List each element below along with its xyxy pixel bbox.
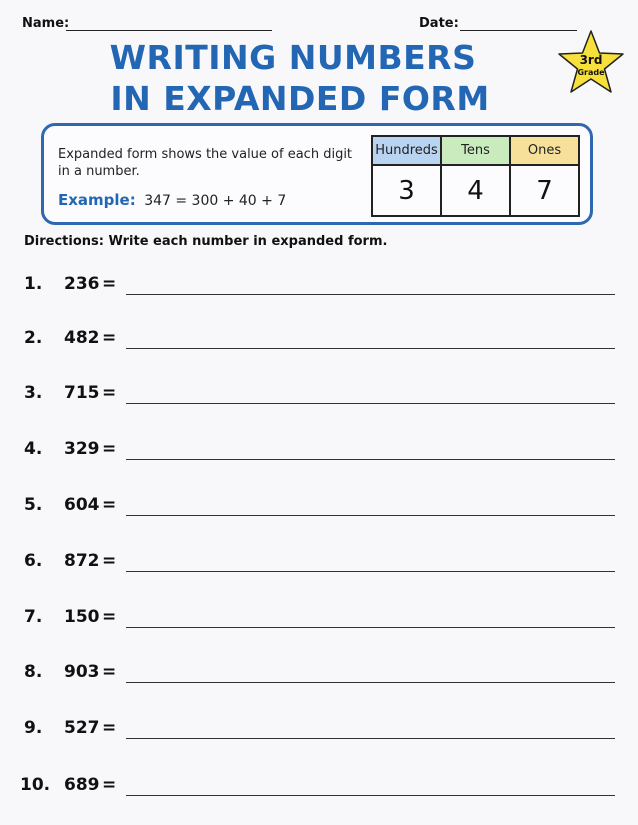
problem-row [0, 495, 638, 525]
answer-line[interactable] [126, 682, 615, 683]
equals-sign: = [102, 439, 117, 459]
problem-number: 5. [24, 495, 43, 515]
info-box [41, 123, 593, 225]
date-label: Date: [419, 16, 459, 31]
problem-value: 150 [64, 607, 100, 627]
equals-sign: = [102, 383, 117, 403]
equals-sign: = [102, 551, 117, 571]
equals-sign: = [102, 718, 117, 738]
problem-number: 2. [24, 328, 43, 348]
equals-sign: = [102, 775, 117, 795]
example-equation: 347 = 300 + 40 + 7 [144, 193, 287, 209]
grade-star-badge [556, 29, 626, 95]
problem-row [0, 551, 638, 581]
place-value-table [371, 135, 580, 217]
problem-value: 527 [64, 718, 100, 738]
problem-value: 329 [64, 439, 100, 459]
problem-value: 236 [64, 274, 100, 294]
problem-row [0, 607, 638, 637]
problem-row [0, 718, 638, 748]
page-title-line1: WRITING NUMBERS [109, 38, 477, 77]
answer-line[interactable] [126, 294, 615, 295]
equals-sign: = [102, 328, 117, 348]
problem-number: 6. [24, 551, 43, 571]
problem-row [0, 383, 638, 413]
directions: Directions: Write each number in expanded form. [24, 234, 388, 249]
problem-value: 604 [64, 495, 100, 515]
problem-number: 1. [24, 274, 43, 294]
problem-number: 7. [24, 607, 43, 627]
equals-sign: = [102, 662, 117, 682]
header-tens: Tens [441, 136, 510, 165]
answer-line[interactable] [126, 403, 615, 404]
answer-line[interactable] [126, 795, 615, 796]
answer-line[interactable] [126, 738, 615, 739]
equals-sign: = [102, 274, 117, 294]
badge-grade-number: 3rd [579, 53, 603, 67]
equals-sign: = [102, 495, 117, 515]
problem-row [0, 439, 638, 469]
badge-grade-label: Grade [577, 68, 605, 77]
problem-value: 872 [64, 551, 100, 571]
problem-row [0, 274, 638, 304]
example [58, 191, 286, 209]
problem-number: 4. [24, 439, 43, 459]
digit-hundreds: 3 [372, 165, 441, 216]
equals-sign: = [102, 607, 117, 627]
digit-tens: 4 [441, 165, 510, 216]
answer-line[interactable] [126, 348, 615, 349]
problem-number: 9. [24, 718, 43, 738]
name-field-line[interactable] [66, 30, 272, 31]
answer-line[interactable] [126, 515, 615, 516]
problem-value: 689 [64, 775, 100, 795]
example-label: Example: [58, 191, 136, 209]
problem-row [0, 662, 638, 692]
problem-number: 3. [24, 383, 43, 403]
info-text: Expanded form shows the value of each digit in a number. [58, 147, 353, 179]
page-title-line2: IN EXPANDED FORM [110, 79, 490, 118]
problem-value: 482 [64, 328, 100, 348]
answer-line[interactable] [126, 627, 615, 628]
problem-row [0, 775, 638, 805]
header-ones: Ones [510, 136, 579, 165]
digit-ones: 7 [510, 165, 579, 216]
problem-row [0, 328, 638, 358]
header-hundreds: Hundreds [372, 136, 441, 165]
answer-line[interactable] [126, 459, 615, 460]
problem-value: 715 [64, 383, 100, 403]
name-label: Name: [22, 16, 70, 31]
problem-number: 10. [20, 775, 51, 795]
answer-line[interactable] [126, 571, 615, 572]
problem-value: 903 [64, 662, 100, 682]
problem-number: 8. [24, 662, 43, 682]
